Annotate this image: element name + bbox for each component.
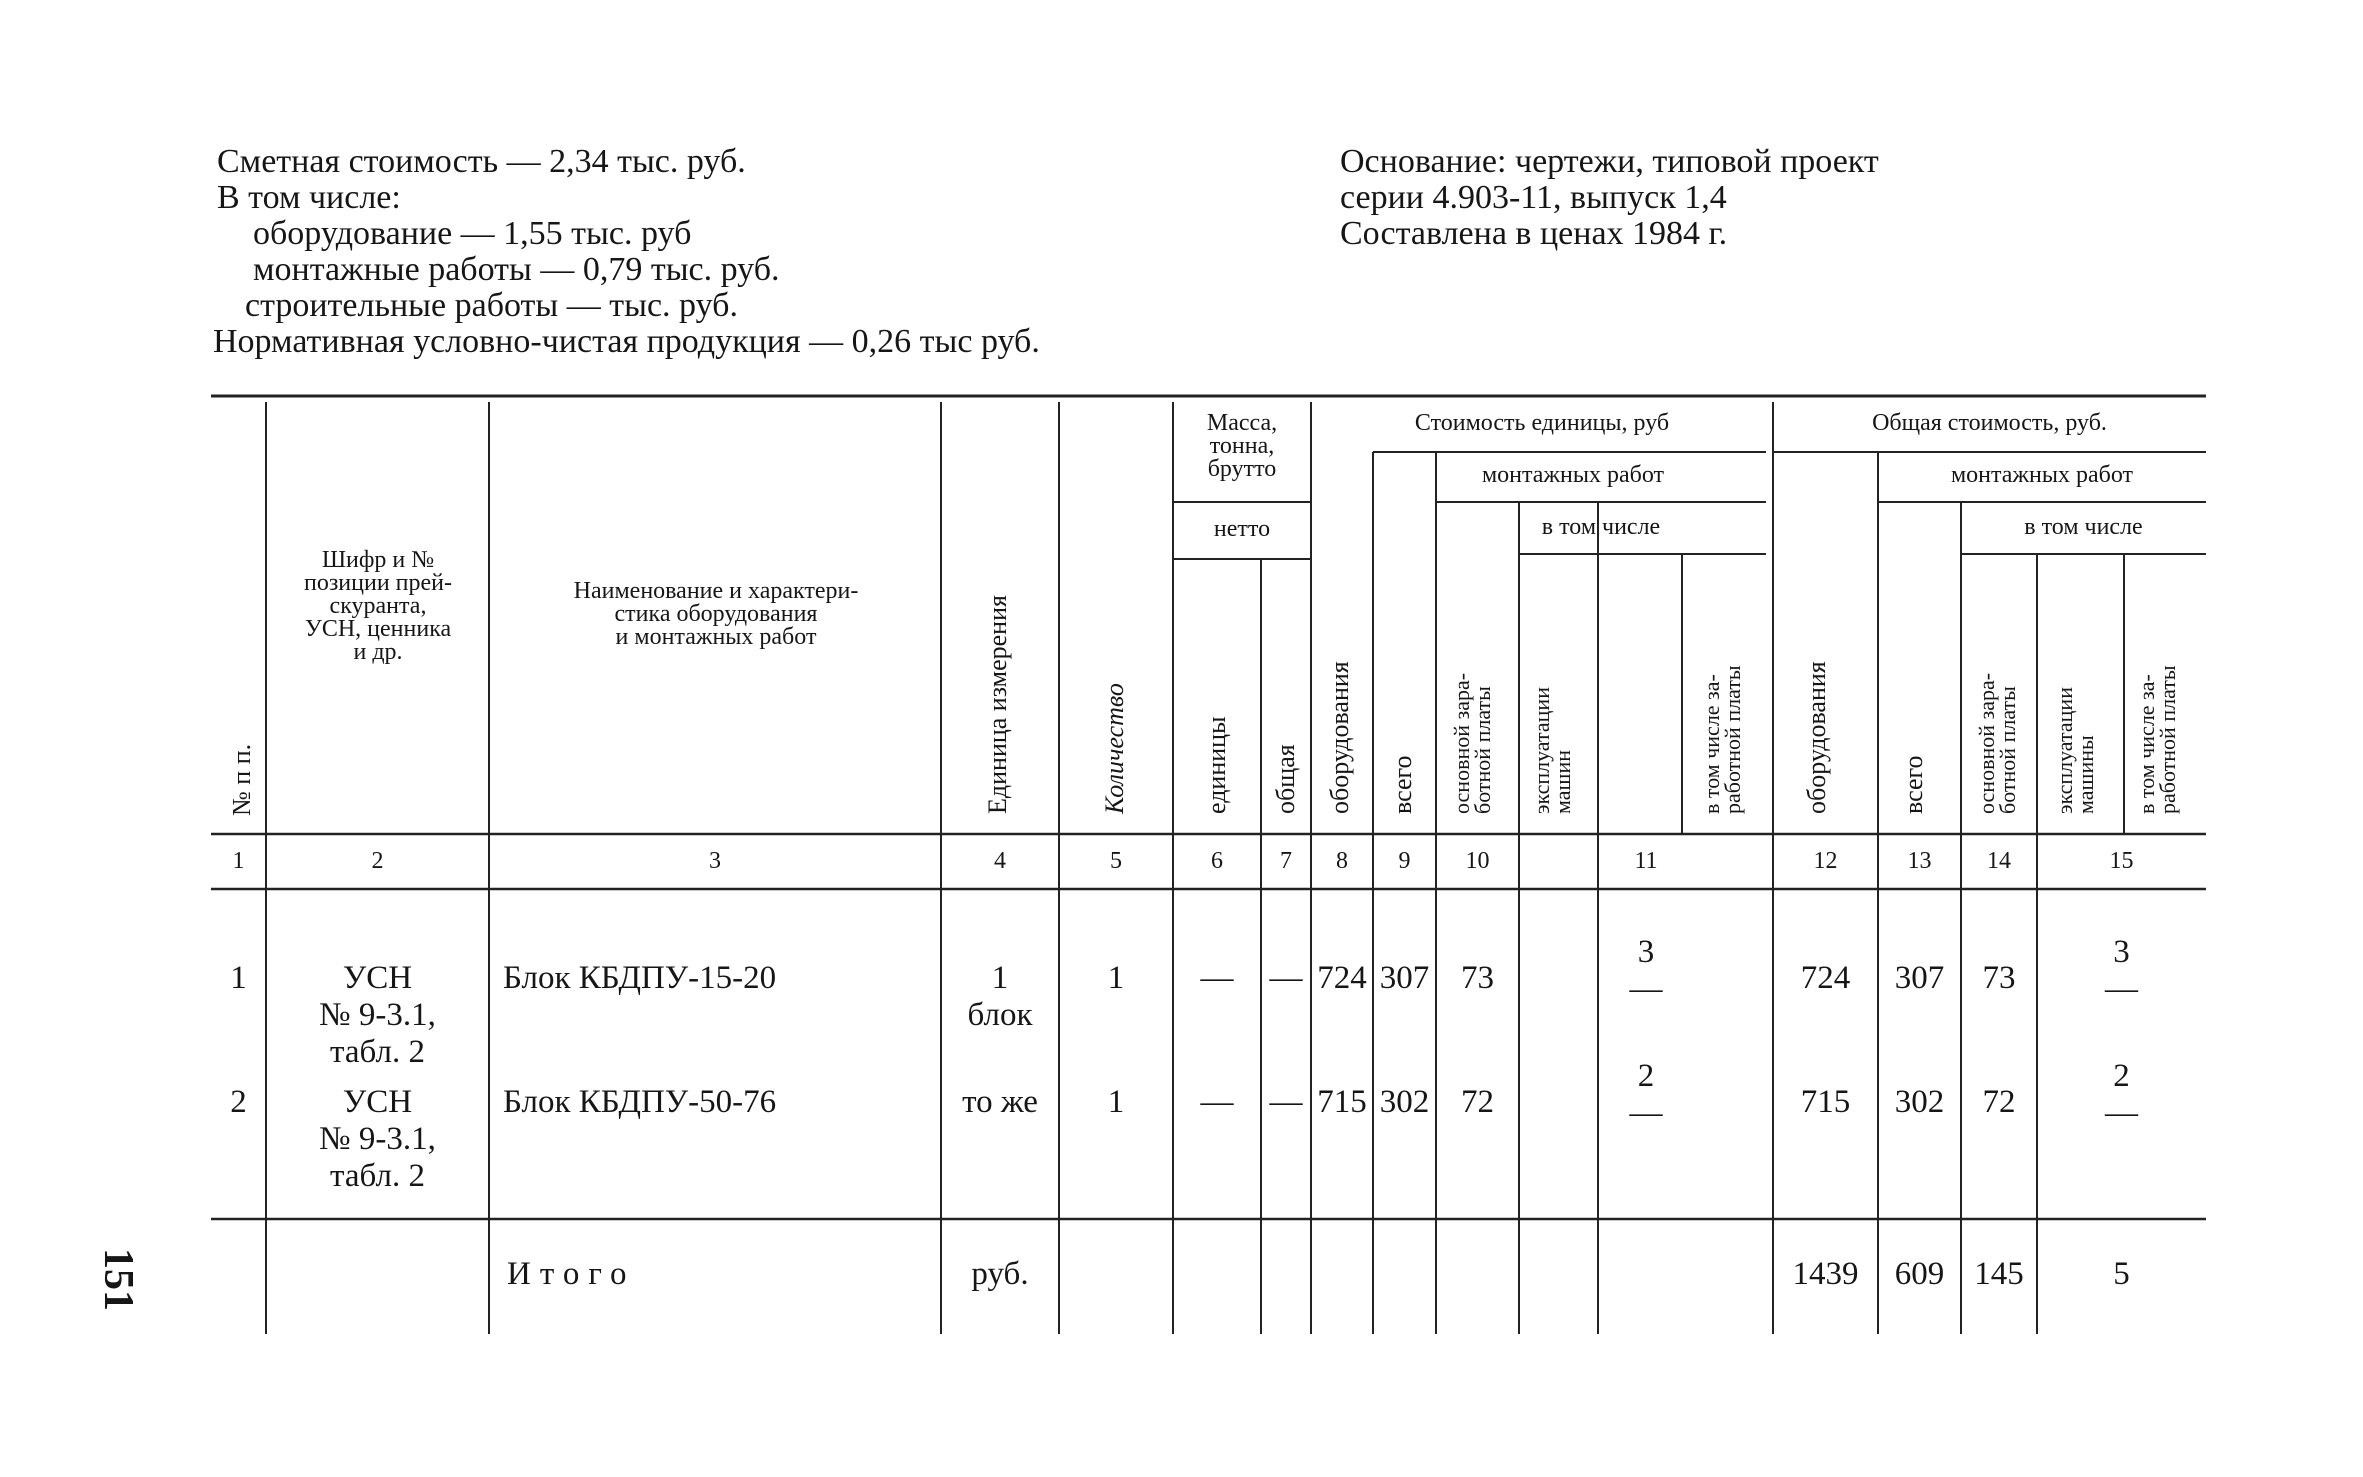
header-total-cost: Общая стоимость, руб. [1872,410,2107,436]
column-number: 7 [1280,848,1292,874]
column-number: 6 [1211,848,1223,874]
row-2-total-equipment: 715 [1800,1084,1851,1120]
row-2-unit-wages: 72 [1461,1084,1494,1120]
total-equipment: 1439 [1792,1256,1859,1292]
basis-info [1340,144,1879,252]
column-number: 8 [1336,848,1348,874]
row-1-name: Блок КБДПУ-15-20 [503,960,777,996]
estimate-table [211,394,2211,1334]
total-unit: руб. [971,1256,1029,1292]
row-1-unit-total: 307 [1379,960,1430,996]
header-unit-cost: Стоимость единицы, руб [1414,410,1670,436]
header-total-equipment: оборудования [1802,661,1831,814]
header-unit-equipment: оборудования [1325,661,1354,814]
column-number: 9 [1398,848,1411,874]
total-total: 609 [1894,1256,1945,1292]
row-1-total-machines: 3 — [2105,934,2138,1007]
row-2-number: 2 [230,1084,247,1120]
column-number: 12 [1813,848,1838,874]
row-1-unit: 1 блок [967,960,1033,1033]
including-label: В том числе: [217,179,401,216]
construction-cost: строительные работы — тыс. руб. [245,287,738,324]
total-label: Итого [507,1256,636,1292]
header-total-machine-wages: в том числе за- работной платы [2134,665,2180,814]
column-number: 10 [1465,848,1490,874]
page-number: 151 [95,1248,141,1311]
basis-line-1: Основание: чертежи, типовой проект [1340,143,1879,180]
basis-line-2: серии 4.903-11, выпуск 1,4 [1340,179,1727,216]
basis-line-3: Составлена в ценах 1984 г. [1340,215,1728,252]
header-mass: Масса, тонна, брутто [1206,410,1278,482]
row-1-mass-unit: — [1200,960,1234,996]
row-2-unit: то же [962,1084,1038,1120]
row-1-code: УСН № 9-3.1, табл. 2 [319,960,436,1070]
header-item-name: Наименование и характери- стика оборудования и монтажных работ [573,578,859,650]
row-2-qty: 1 [1107,1084,1125,1120]
column-number: 15 [2109,848,2134,874]
row-2-total-wages: 72 [1982,1084,2016,1120]
row-1-unit-machines: 3 — [1629,934,1663,1007]
installation-cost: монтажные работы — 0,79 тыс. руб. [253,251,780,288]
header-netto: нетто [1213,516,1271,542]
header-total-total: всего [1899,755,1928,814]
net-product: Нормативная условно-чистая продукция — 0,26 тыс руб. [213,323,1040,360]
row-2-unit-machines: 2 — [1629,1058,1663,1131]
row-1-qty: 1 [1107,960,1125,996]
column-number: 4 [994,848,1006,874]
column-number: 13 [1907,848,1932,874]
row-2-total-machines: 2 — [2105,1058,2138,1131]
column-number: 1 [232,848,245,874]
header-unit: Единица измерения [983,595,1012,814]
total-machines: 5 [2113,1256,2130,1292]
row-2-code: УСН № 9-3.1, табл. 2 [319,1084,436,1194]
header-price-code: Шифр и № позиции прей- скуранта, УСН, ценника и др. [303,547,453,665]
column-number: 11 [1634,848,1658,874]
header-mass-unit: единицы [1202,716,1231,814]
row-2-mass-unit: — [1200,1084,1234,1120]
equipment-cost: оборудование — 1,55 тыс. руб [253,215,692,252]
row-2-unit-equipment: 715 [1317,1084,1367,1120]
header-row-number: № п п. [227,743,256,816]
row-1-mass-total: — [1269,960,1303,996]
estimate-summary [213,143,1040,360]
header-unit-machine-wages: в том числе за- работной платы [1699,665,1745,814]
column-number: 2 [371,848,384,874]
row-2-name: Блок КБДПУ-50-76 [503,1084,777,1120]
header-unit-install: монтажных работ [1481,462,1665,488]
column-number: 3 [709,848,721,874]
row-1-number: 1 [230,960,247,996]
row-1-unit-equipment: 724 [1317,960,1367,996]
row-1-total-wages: 73 [1982,960,2016,996]
header-mass-total: общая [1271,744,1300,814]
row-1-unit-wages: 73 [1461,960,1494,996]
row-2-unit-total: 302 [1379,1084,1430,1120]
header-total-machines: эксплуатации машины [2052,687,2098,814]
total-wages: 145 [1974,1256,2024,1292]
row-2-total-total: 302 [1894,1084,1945,1120]
header-unit-machines: эксплуатации машин [1529,687,1575,814]
header-total-install: монтажных работ [1950,462,2134,488]
row-1-total-equipment: 724 [1800,960,1851,996]
column-number: 5 [1110,848,1122,874]
header-unit-wages: основной зара- ботной платы [1449,672,1495,814]
header-unit-incl: в том числе [1541,514,1661,540]
row-2-mass-total: — [1269,1084,1303,1120]
header-quantity: Количество [1100,683,1129,814]
header-total-incl: в том числе [2024,514,2143,540]
header-total-wages: основной зара- ботной платы [1974,672,2020,814]
header-unit-total: всего [1388,755,1417,814]
column-number: 14 [1987,848,2011,874]
estimate-cost: Сметная стоимость — 2,34 тыс. руб. [217,143,746,180]
row-1-total-total: 307 [1894,960,1945,996]
